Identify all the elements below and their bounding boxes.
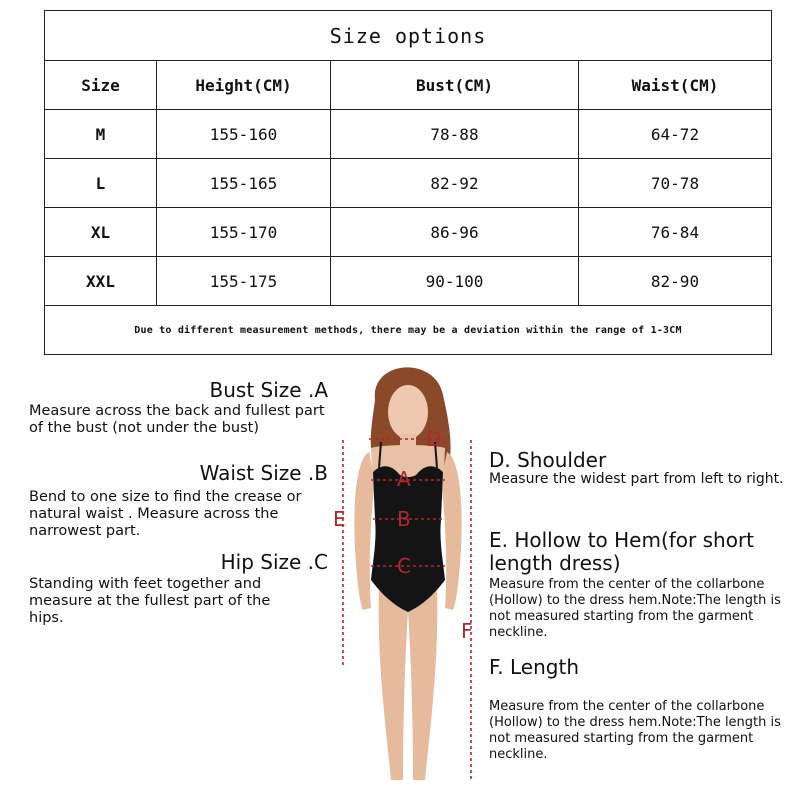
bust-size-title: Bust Size .A: [209, 378, 328, 402]
bust-cell: 90-100: [331, 257, 579, 306]
marker-b: B: [397, 507, 411, 531]
shoulder-title: D. Shoulder: [489, 448, 607, 472]
bust-cell: 86-96: [331, 208, 579, 257]
bust-cell: 78-88: [331, 110, 579, 159]
table-header-row: [45, 61, 772, 110]
size-cell: XXL: [45, 257, 157, 306]
waist-size-title: Waist Size .B: [199, 461, 328, 485]
table-row: [45, 159, 772, 208]
size-cell: L: [45, 159, 157, 208]
waist-size-description: Bend to one size to find the crease or natural waist . Measure across the narrowest part.: [29, 489, 302, 539]
column-header: Height(CM): [157, 61, 331, 110]
table-row: [45, 257, 772, 306]
waist-cell: 82-90: [579, 257, 772, 306]
column-header: Bust(CM): [331, 61, 579, 110]
model-face: [388, 385, 428, 439]
hip-size-title: Hip Size .C: [220, 550, 328, 574]
table-note: Due to different measurement methods, there may be a deviation within the range of 1-3CM: [45, 306, 772, 355]
size-table: [44, 10, 772, 355]
marker-a: A: [397, 467, 411, 491]
table-title: Size options: [45, 11, 772, 61]
size-cell: XL: [45, 208, 157, 257]
model-legs: [379, 588, 438, 780]
length-title: F. Length: [489, 655, 579, 679]
height-cell: 155-175: [157, 257, 331, 306]
table-row: [45, 208, 772, 257]
waist-cell: 76-84: [579, 208, 772, 257]
model-right-arm: [441, 452, 462, 610]
model-figure: [325, 360, 485, 800]
marker-c: C: [397, 554, 411, 578]
bust-cell: 82-92: [331, 159, 579, 208]
marker-e: E: [333, 507, 346, 531]
waist-cell: 64-72: [579, 110, 772, 159]
bust-size-description: Measure across the back and fullest part of the bust (not under the bust): [29, 403, 325, 436]
table-row: [45, 110, 772, 159]
waist-cell: 70-78: [579, 159, 772, 208]
hollow-to-hem-description: Measure from the center of the collarbone (Hollow) to the dress hem.Note:The length is not measured starting from the garment neckline.: [489, 577, 781, 640]
hollow-to-hem-title: E. Hollow to Hem(for short length dress): [489, 528, 755, 575]
height-cell: 155-160: [157, 110, 331, 159]
column-header: Size: [45, 61, 157, 110]
hip-size-description: Standing with feet together and measure at the fullest part of the hips.: [29, 576, 271, 626]
model-left-arm: [354, 452, 375, 610]
height-cell: 155-170: [157, 208, 331, 257]
shoulder-description: Measure the widest part from left to right.: [489, 471, 784, 487]
marker-d: D: [426, 427, 442, 451]
size-cell: M: [45, 110, 157, 159]
column-header: Waist(CM): [579, 61, 772, 110]
height-cell: 155-165: [157, 159, 331, 208]
length-description: Measure from the center of the collarbone (Hollow) to the dress hem.Note:The length is not measured starting from the garment neckline.: [489, 699, 781, 762]
marker-f: F: [461, 619, 473, 643]
